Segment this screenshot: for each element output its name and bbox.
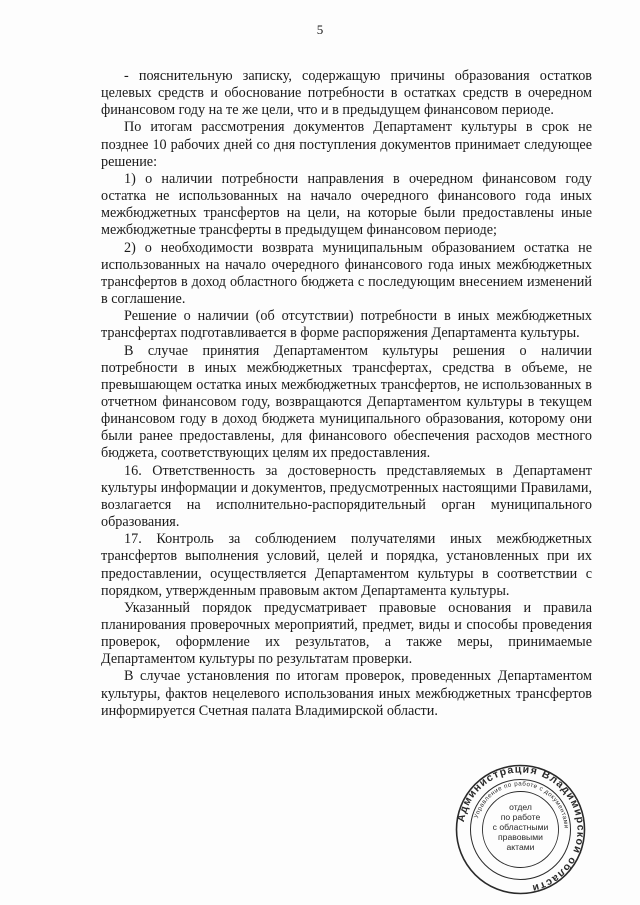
paragraph-decision-form: Решение о наличии (об отсутствии) потребности в иных межбюджетных трансфертах подготавливается в форме распоряжения Департамента культуры. [101, 308, 592, 342]
stamp-center-text [479, 802, 562, 852]
paragraph-review-decision: По итогам рассмотрения документов Департамент культуры в срок не позднее 10 рабочих дней со дня поступления документов принимает следующее решение: [101, 119, 592, 170]
stamp-line: с областными [492, 822, 549, 832]
document-body [101, 68, 592, 720]
paragraph-decision-2: 2) о необходимости возврата муниципальным образованием остатка не использованных на начало очередного финансового года иных межбюджетных трансфертов в доход областного бюджета с последующим внесением изменений в соглашение. [101, 239, 592, 308]
stamp-line: правовыми [498, 832, 543, 842]
stamp-inner-text: Управление по работе с документами [473, 780, 570, 830]
stamp-line: отдел [509, 802, 532, 812]
page-number: 5 [316, 22, 324, 37]
paragraph-item-17: 17. Контроль за соблюдением получателями иных межбюджетных трансфертов выполнения условий, целей и порядка, установленных при их предоставлении, осуществляется Департаментом культуры в соответствии с порядком, утвержденным правовым актом Департамента культуры. [101, 531, 592, 599]
paragraph-decision-1: 1) о наличии потребности направления в очередном финансовом году остатка не использованных на начало очередного финансового года иных межбюджетных трансфертов на цели, на которые были предоставлены иные межбюджетные трансферты в предыдущем финансовом периоде; [101, 170, 592, 239]
official-stamp [453, 762, 588, 897]
paragraph-audit-procedure: Указанный порядок предусматривает правовые основания и правила планирования проверочных мероприятий, предмет, виды и способы проведения проверок, оформление их результатов, а также меры, принимаемые Департаментом культуры по результатам проверки. [101, 599, 592, 668]
paragraph-explanatory-note: - пояснительную записку, содержащую причины образования остатков целевых средств и обоснование потребности в остатках средств в очередном финансовом году на те же цели, что и в предыдущем финансовом периоде. [101, 68, 592, 119]
stamp-outer-text: Администрация Владимирской области [454, 763, 587, 895]
paragraph-funds-return: В случае принятия Департаментом культуры решения о наличии потребности в иных межбюджетных трансфертах, средства в объеме, не превышающем остатка иных межбюджетных трансфертов, не использованных в отчетном финансовом году, возвращаются Департаментом культуры в текущем финансовом году в доход бюджета муниципального образования, которому они были ранее предоставлены, для финансового обеспечения расходов местного бюджета, соответствующих целям их предоставления. [101, 342, 592, 462]
stamp-line: актами [506, 842, 535, 852]
paragraph-item-16: 16. Ответственность за достоверность представляемых в Департамент культуры информации и документов, предусмотренных настоящими Правилами, возлагается на исполнительно-распорядительный орган муниципального образования. [101, 462, 592, 531]
paragraph-audit-findings: В случае установления по итогам проверок, проведенных Департаментом культуры, фактов нецелевого использования иных межбюджетных трансфертов информируется Счетная палата Владимирской области. [101, 668, 592, 719]
stamp-line: по работе [500, 812, 541, 822]
